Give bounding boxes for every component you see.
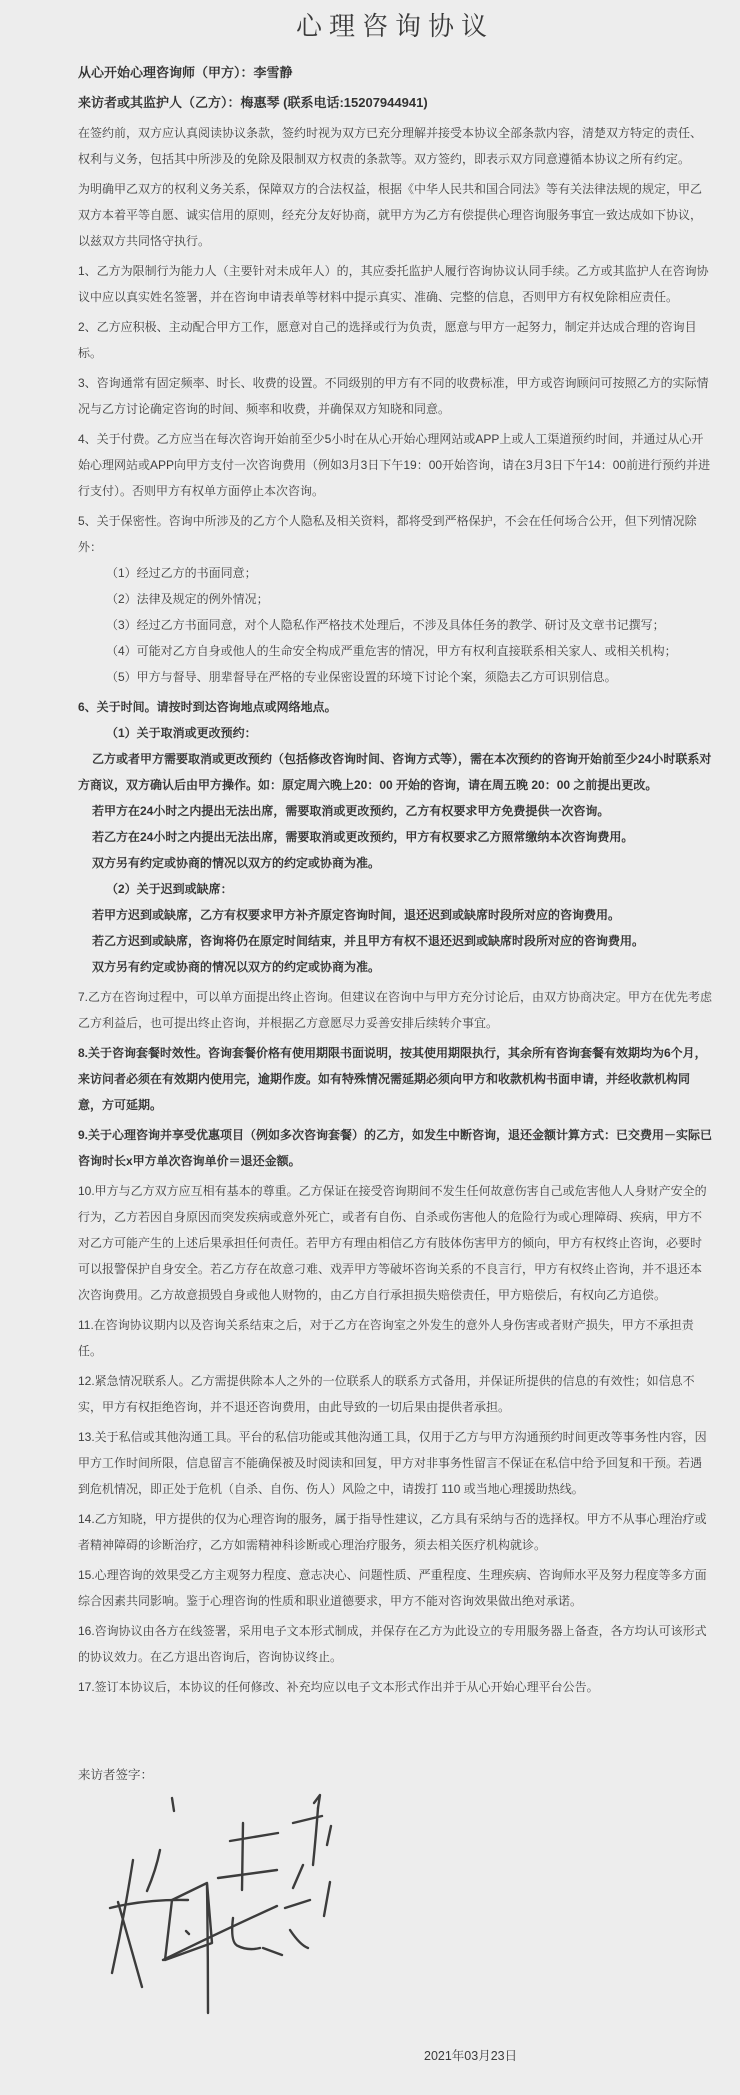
signature-stroke xyxy=(242,1823,243,1890)
agreement-paragraph: 11.在咨询协议期内以及咨询关系结束之后，对于乙方在咨询室之外发生的意外人身伤害或者财产损失，甲方不承担责任。 xyxy=(78,1318,694,1358)
agreement-paragraph: （3）经过乙方书面同意，对个人隐私作严格技术处理后，不涉及具体任务的教学、研讨及文章书记撰写； xyxy=(106,618,665,632)
agreement-paragraph: 10.甲方与乙方双方应互相有基本的尊重。乙方保证在接受咨询期间不发生任何故意伤害自己或危害他人人身财产安全的行为，乙方若因自身原因而突发疾病或意外死亡，或者有自伤、自杀或伤害他人的危险行为或心理障碍、疾病，甲方不对乙方可能产生的上述后果承担任何责任。若甲方有理由相信乙方有肢体伤害甲方的倾向，甲方有权终止咨询，必要时可以报警保护自身安全。若乙方存在故意刁难、戏弄甲方等破坏咨询关系的不良言行，甲方有权终止咨询，并不退还本次咨询费用。乙方故意损毁自身或他人财物的，由乙方自行承担损失赔偿责任，甲方赔偿后，有权向乙方追偿。 xyxy=(78,1184,707,1302)
signature-stroke xyxy=(232,1918,260,1949)
agreement-paragraph: 14.乙方知晓，甲方提供的仅为心理咨询的服务，属于指导性建议，乙方具有采纳与否的选择权。甲方不从事心理治疗或者精神障碍的诊断治疗，乙方如需精神科诊断或心理治疗服务，须去相关医疗机构就诊。 xyxy=(78,1512,707,1552)
signature-stroke xyxy=(172,1798,174,1811)
signature-stroke xyxy=(110,1900,188,1908)
counselor-name: 李雪静 xyxy=(253,65,293,80)
agreement-paragraph: 1、乙方为限制行为能力人（主要针对未成年人）的，其应委托监护人履行咨询协议认同手续。乙方或其监护人在咨询协议中应以真实姓名签署，并在咨询申请表单等材料中提示真实、准确、完整的信息，否则甲方有权免除相应责任。 xyxy=(78,264,709,304)
agreement-paragraph: 12.紧急情况联系人。乙方需提供除本人之外的一位联系人的联系方式备用，并保证所提供的信息的有效性；如信息不实，甲方有权拒绝咨询，并不退还咨询费用，由此导致的一切后果由提供者承担。 xyxy=(78,1374,695,1414)
agreement-paragraph: 8.关于咨询套餐时效性。咨询套餐价格有使用期限书面说明，按其使用期限执行，其余所有咨询套餐有效期均为6个月，来访问者必须在有效期内使用完，逾期作废。如有特殊情况需延期必须向甲方和收款机构书面申请，并经收款机构同意，方可延期。 xyxy=(78,1046,707,1112)
agreement-paragraph: （4）可能对乙方自身或他人的生命安全构成严重危害的情况，甲方有权利直接联系相关家人、或相关机构； xyxy=(106,644,677,658)
signature-stroke xyxy=(324,1882,330,1916)
signature-stroke xyxy=(230,1833,278,1841)
agreement-paragraph: （1）经过乙方的书面同意； xyxy=(106,566,257,580)
agreement-paragraph: 若甲方在24小时之内提出无法出席，需要取消或更改预约，乙方有权要求甲方免费提供一次咨询。 xyxy=(92,804,610,818)
agreement-paragraph: 双方另有约定或协商的情况以双方的约定或协商为准。 xyxy=(92,856,381,870)
agreement-paragraph: 6、关于时间。请按时到达咨询地点或网络地点。 xyxy=(78,700,337,714)
handwritten-signature xyxy=(84,1790,334,2018)
signature-stroke xyxy=(290,1930,308,1948)
agreement-paragraph: 若乙方迟到或缺席，咨询将仍在原定时间结束，并且甲方有权不退还迟到或缺席时段所对应的咨询费用。 xyxy=(92,934,645,948)
agreement-paragraph: 若甲方迟到或缺席，乙方有权要求甲方补齐原定咨询时间，退还迟到或缺席时段所对应的咨询费用。 xyxy=(92,908,621,922)
signature-stroke xyxy=(218,1870,277,1878)
agreement-paragraph: 7.乙方在咨询过程中，可以单方面提出终止咨询。但建议在咨询中与甲方充分讨论后，由双方协商决定。甲方在优先考虑乙方利益后，也可提出终止咨询，并根据乙方意愿尽力妥善安排后续转介事宜。 xyxy=(78,990,713,1030)
agreement-paragraph: （2）关于迟到或缺席： xyxy=(106,882,233,896)
signature-date: 2021年03月23日 xyxy=(424,2049,518,2063)
agreement-paragraph: 16.咨询协议由各方在线签署，采用电子文本形式制成，并保存在乙方为此设立的专用服务器上备查，各方均认可该形式的协议效力。在乙方退出咨询后，咨询协议终止。 xyxy=(78,1624,707,1664)
signature-stroke xyxy=(314,1795,320,1808)
agreement-paragraph: 乙方或者甲方需要取消或更改预约（包括修改咨询时间、咨询方式等），需在本次预约的咨询开始前至少24小时联系对方商议，双方确认后由甲方操作。如：原定周六晚上20：00 开始的咨询，请在周五晚 20：00 之前提出更改。 xyxy=(78,752,712,792)
signature-stroke xyxy=(147,1850,160,1891)
agreement-paragraph: 双方另有约定或协商的情况以双方的约定或协商为准。 xyxy=(92,960,381,974)
signature-stroke xyxy=(293,1865,303,1888)
signature-label: 来访者签字： xyxy=(78,1768,154,1782)
signature-stroke xyxy=(207,1885,208,2013)
agreement-paragraph: 若乙方在24小时之内提出无法出席，需要取消或更改预约，甲方有权要求乙方照常缴纳本次咨询费用。 xyxy=(92,830,634,844)
signature-stroke xyxy=(118,1902,142,1987)
signature-stroke xyxy=(263,1948,282,1955)
signature-stroke xyxy=(285,1900,310,1908)
agreement-paragraph: 2、乙方应积极、主动配合甲方工作，愿意对自己的选择或行为负责，愿意与甲方一起努力，制定并达成合理的咨询目标。 xyxy=(78,320,697,360)
party-label: 从心开始心理咨询师（甲方）： xyxy=(78,65,254,80)
agreement-paragraph: 为明确甲乙双方的权利义务关系，保障双方的合法权益，根据《中华人民共和国合同法》等有关法律法规的规定，甲乙双方本着平等自愿、诚实信用的原则，经充分友好协商，就甲方为乙方有偿提供心理咨询服务事宜一致达成如下协议，以兹双方共同恪守执行。 xyxy=(78,182,703,248)
party-label: 来访者或其监护人（乙方）： xyxy=(78,95,241,110)
agreement-paragraph: 13.关于私信或其他沟通工具。平台的私信功能或其他沟通工具，仅用于乙方与甲方沟通预约时间更改等事务性内容，因甲方工作时间所限，信息留言不能确保被及时阅读和回复，甲方对非事务性留言不保证在私信中给予回复和干预。若遇到危机情况，即正处于危机（自杀、自伤、伤人）风险之中，请拨打 110 或当地心理援助热线。 xyxy=(78,1430,707,1496)
agreement-paragraph: 9.关于心理咨询并享受优惠项目（例如多次咨询套餐）的乙方，如发生中断咨询，退还金额计算方式：已交费用－实际已咨询时长x甲方单次咨询单价＝退还金额。 xyxy=(78,1128,713,1168)
party-line-counselor xyxy=(78,60,712,86)
party-line-visitor xyxy=(78,90,712,116)
agreement-paragraph: （1）关于取消或更改预约： xyxy=(106,726,257,740)
signature-stroke xyxy=(163,1906,277,1960)
agreement-body xyxy=(78,120,712,1700)
agreement-paragraph: （2）法律及规定的例外情况； xyxy=(106,592,269,606)
signature-stroke xyxy=(186,1931,189,1934)
visitor-name-and-phone: 梅惠琴 (联系电话:15207944941) xyxy=(240,95,428,110)
agreement-paragraph: 3、咨询通常有固定频率、时长、收费的设置。不同级别的甲方有不同的收费标准，甲方或咨询顾问可按照乙方的实际情况与乙方讨论确定咨询的时间、频率和收费，并确保双方知晓和同意。 xyxy=(78,376,709,416)
signature-stroke xyxy=(327,1826,331,1845)
agreement-paragraph: 4、关于付费。乙方应当在每次咨询开始前至少5小时在从心开始心理网站或APP上或人工渠道预约时间，并通过从心开始心理网站或APP向甲方支付一次咨询费用（例如3月3日下午19：00开始咨询，请在3月3日下午14：00前进行预约并进行支付）。否则甲方有权单方面停止本次咨询。 xyxy=(78,432,711,498)
agreement-paragraph: 在签约前，双方应认真阅读协议条款，签约时视为双方已充分理解并接受本协议全部条款内容，清楚双方特定的责任、权利与义务，包括其中所涉及的免除及限制双方权责的条款等。双方签约，即表示双方同意遵循本协议之所有约定。 xyxy=(78,126,703,166)
agreement-paragraph: 15.心理咨询的效果受乙方主观努力程度、意志决心、问题性质、严重程度、生理疾病、咨询师水平及努力程度等多方面综合因素共同影响。鉴于心理咨询的性质和职业道德要求，甲方不能对咨询效果做出绝对承诺。 xyxy=(78,1568,707,1608)
agreement-paragraph: 17.签订本协议后，本协议的任何修改、补充均应以电子文本形式作出并于从心开始心理平台公告。 xyxy=(78,1680,599,1694)
document-title: 心理咨询协议 xyxy=(295,11,494,41)
agreement-paragraph: （5）甲方与督导、朋辈督导在严格的专业保密设置的环境下讨论个案，须隐去乙方可识别信息。 xyxy=(106,670,617,684)
agreement-paragraph: 5、关于保密性。咨询中所涉及的乙方个人隐私及相关资料，都将受到严格保护，不会在任何场合公开，但下列情况除外： xyxy=(78,514,697,554)
